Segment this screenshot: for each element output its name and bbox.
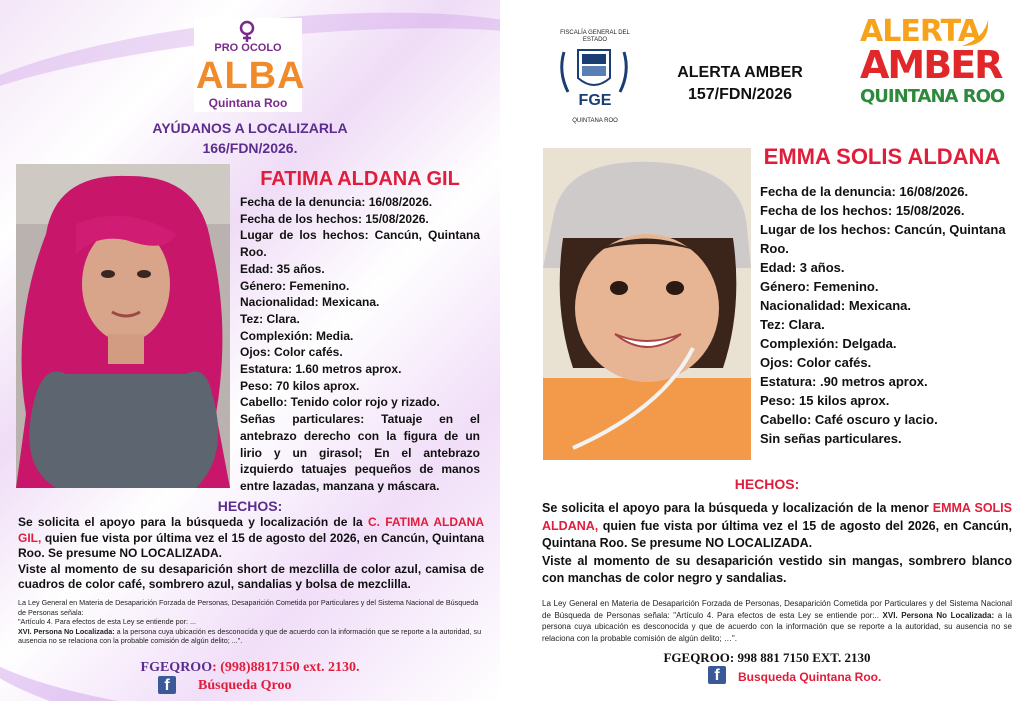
detail-age: Edad: 35 años. <box>240 261 325 276</box>
detail-event-date: Fecha de los hechos: 15/08/2026. <box>240 211 429 226</box>
law-line-1: La Ley General en Materia de Desaparición Forzada de Personas, Desaparición Cometida por Particulares y del Sistema Nacional de Búsqueda de Personas señala: <box>18 598 479 617</box>
law-term: XVI. Persona No Localizada: <box>18 626 115 636</box>
detail-place: Lugar de los hechos: Cancún, Quintana Roo. <box>240 228 480 260</box>
case-folio: 166/FDN/2026. <box>202 140 298 156</box>
detail-gender: Género: Femenino. <box>240 278 350 293</box>
protocolo-alba-poster <box>0 0 500 701</box>
contact-number: : (998)8817150 ext. 2130. <box>212 660 360 675</box>
alerta-amber-poster <box>510 0 1024 701</box>
facebook-page-name: Búsqueda Qroo <box>198 678 292 693</box>
clothing-description: Viste al momento de su desaparición vestido sin mangas, sombrero blanco con manchas de color negro y sandalias. <box>542 553 1012 585</box>
facebook-page-name: Busqueda Quintana Roo. <box>738 670 882 684</box>
detail-build: Complexión: Media. <box>240 328 354 343</box>
detail-report-date: Fecha de la denuncia: 16/08/2026. <box>240 195 433 209</box>
detail-event-date: Fecha de los hechos: 15/08/2026. <box>760 203 965 218</box>
logo-alba-text: ALBA <box>196 55 306 97</box>
detail-eyes: Ojos: Color cafés. <box>240 345 343 360</box>
detail-skin: Tez: Clara. <box>240 311 300 326</box>
detail-nationality: Nacionalidad: Mexicana. <box>240 295 380 310</box>
fge-region-text: QUINTANA ROO <box>572 118 618 124</box>
detail-nationality: Nacionalidad: Mexicana. <box>760 298 911 313</box>
logo-protocolo-text: PRO OCOLO <box>214 42 282 54</box>
facts-heading: HECHOS: <box>217 498 283 514</box>
facebook-icon: f <box>708 666 726 684</box>
contact-phone <box>0 660 500 676</box>
law-term: XVI. Persona No Localizada: <box>882 610 995 620</box>
facts-text-pre: Se solicita el apoyo para la búsqueda y localización de la <box>18 515 368 529</box>
alert-title-line: ALERTA AMBER <box>677 64 803 81</box>
facts-paragraph <box>18 515 484 593</box>
facts-name: EMMA SOLIS ALDANA, <box>542 501 1012 533</box>
detail-report-date: Fecha de la denuncia: 16/08/2026. <box>760 184 969 199</box>
detail-skin: Tez: Clara. <box>760 317 825 332</box>
detail-height: Estatura: .90 metros aprox. <box>760 374 928 389</box>
detail-gender: Género: Femenino. <box>760 279 879 294</box>
contact-phone: FGEQROO: 998 881 7150 EXT. 2130 <box>663 650 871 665</box>
law-line-2: "Artículo 4. Para efectos de esta Ley se entiende por: ... <box>18 617 196 626</box>
facebook-icon: f <box>158 676 176 694</box>
venus-symbol-icon <box>236 20 258 42</box>
detail-place: Lugar de los hechos: Cancún, Quintana Roo. <box>760 222 1006 256</box>
facts-name: C. FATIMA ALDANA GIL, <box>18 515 484 545</box>
facts-text-post: quien fue vista por última vez el 15 de agosto del 2026, en Cancún, Quintana Roo. Se presume NO LOCALIZADA. <box>18 530 484 561</box>
contact-label: FGEQROO <box>140 660 213 675</box>
detail-height: Estatura: 1.60 metros aprox. <box>240 362 402 377</box>
detail-eyes: Ojos: Color cafés. <box>760 355 872 370</box>
missing-child-name: EMMA SOLIS ALDANA <box>763 144 1001 169</box>
detail-hair: Cabello: Café oscuro y lacio. <box>760 412 938 427</box>
facts-paragraph <box>542 500 1012 588</box>
detail-hair: Cabello: Tenido color rojo y rizado. <box>240 395 440 410</box>
law-definition: a la persona cuya ubicación es desconocida y que de acuerdo con la información que se reporte a la autoridad, su ausencia no se relaciona con la probable comisión de algún delito; …". <box>542 610 1012 643</box>
law-definition: a la persona cuya ubicación es desconocida y que de acuerdo con la información que se reporte a la autoridad, su ausencia no se relaciona con la probable comisión de algún delito; ...". <box>18 626 482 645</box>
detail-marks: Sin señas particulares. <box>760 431 902 446</box>
fge-header-text: FISCALÍA GENERAL DEL ESTADO <box>560 30 630 43</box>
law-citation <box>18 598 484 646</box>
amber-logo-amber: AMBER <box>860 43 1002 87</box>
logo-region-text: Quintana Roo <box>208 96 288 110</box>
missing-person-name: FATIMA ALDANA GIL <box>260 168 460 190</box>
amber-logo-region: QUINTANA ROO <box>860 86 1005 107</box>
detail-weight: Peso: 15 kilos aprox. <box>760 393 890 408</box>
protocolo-alba-logo <box>194 18 306 112</box>
help-locate-heading: AYÚDANOS A LOCALIZARLA <box>152 120 348 136</box>
detail-weight: Peso: 70 kilos aprox. <box>240 378 360 393</box>
child-details <box>760 182 1008 448</box>
clothing-description: Viste al momento de su desaparición short de mezclilla de color azul, camisa de cuadros de color café, sombrero azul, sandalias y bolsa de mezclilla. <box>18 561 484 592</box>
alert-folio: 157/FDN/2026 <box>687 86 793 103</box>
detail-age: Edad: 3 años. <box>760 260 845 275</box>
person-details <box>240 194 480 495</box>
detail-marks: Señas particulares: Tatuaje en el antebrazo derecho con la figura de un lirio y un girasol; En el antebrazo izquierdo tatuajes pequeños de manos entre lazadas, manzana y máscara. <box>240 412 480 493</box>
detail-build: Complexión: Delgada. <box>760 336 897 351</box>
fge-logo-text: FGE <box>578 92 612 109</box>
facts-text-post: quien fue vista por última vez el 15 de agosto del 2026, en Cancún, Quintana Roo. Se presume NO LOCALIZADA. <box>542 518 1012 550</box>
law-line-1: La Ley General en Materia de Desaparición Forzada de Personas, Desaparición Cometida por Particulares y del Sistema Nacional de Búsqueda de Personas señala: "Artículo 4. Para efectos de esta Ley se entiende por:.. <box>542 599 1012 620</box>
missing-child-photo <box>543 148 751 460</box>
facts-text-pre: Se solicita el apoyo para la búsqueda y localización de la menor <box>542 501 933 515</box>
alert-title <box>660 62 820 106</box>
amber-logo-alerta: ALERTA <box>860 14 980 49</box>
law-citation <box>542 598 1012 644</box>
missing-person-photo <box>16 164 230 488</box>
facts-heading: HECHOS: <box>734 476 800 492</box>
